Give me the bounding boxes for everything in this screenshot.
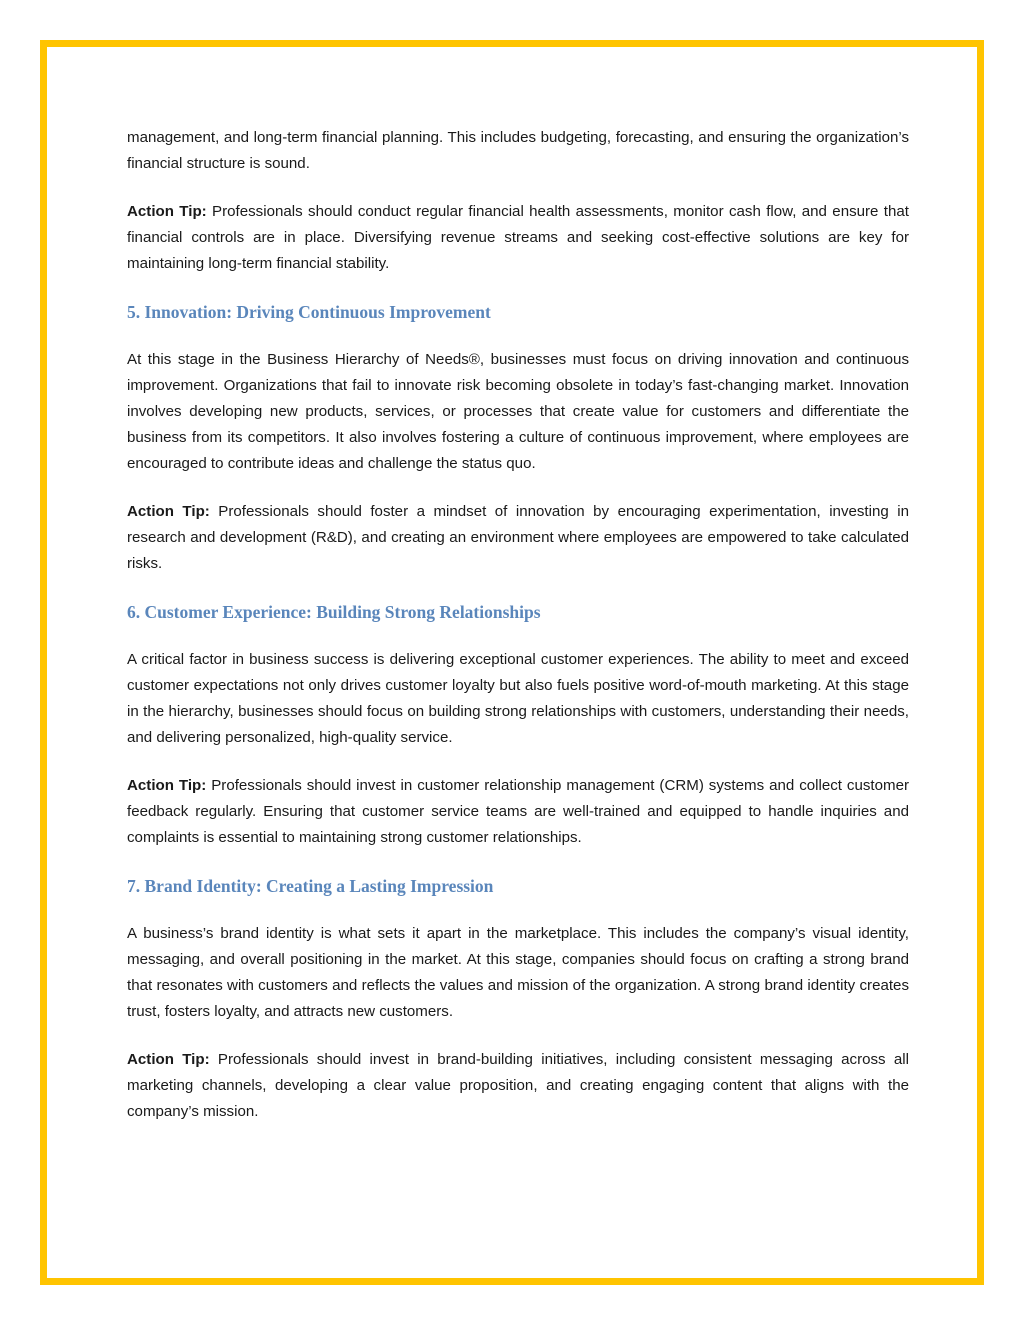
action-tip-innovation <box>127 499 909 577</box>
section-heading-customer-experience: 6. Customer Experience: Building Strong Relationships <box>127 602 541 622</box>
action-tip-text: Professionals should conduct regular financial health assessments, monitor cash flow, and ensure that financial controls are in place. Diversifying revenue streams and seeking cost-effective solutions are key for maintaining long-term financial stability. <box>127 203 909 272</box>
action-tip-label: Action Tip: <box>127 203 207 220</box>
action-tip-label: Action Tip: <box>127 1051 210 1068</box>
document-content <box>127 125 909 1147</box>
section-body-innovation: At this stage in the Business Hierarchy of Needs®, businesses must focus on driving innovation and continuous improvement. Organizations that fail to innovate risk becoming obsolete in today’s fast-changing market. Innovation involves developing new products, services, or processes that create value for customers and differentiate the business from its competitors. It also involves fostering a culture of continuous improvement, where employees are encouraged to contribute ideas and challenge the status quo. <box>127 351 909 472</box>
action-tip-text: Professionals should foster a mindset of innovation by encouraging experimentation, investing in research and development (R&D), and creating an environment where employees are empowered to take calculated risks. <box>127 503 909 572</box>
section-heading-innovation: 5. Innovation: Driving Continuous Improvement <box>127 302 491 322</box>
section-body-customer-experience: A critical factor in business success is delivering exceptional customer experiences. The ability to meet and exceed customer expectations not only drives customer loyalty but also fuels positive word-of-mouth marketing. At this stage in the hierarchy, businesses should focus on building strong relationships with customers, understanding their needs, and delivering personalized, high-quality service. <box>127 651 909 746</box>
action-tip-financial <box>127 199 909 277</box>
action-tip-customer-experience <box>127 773 909 851</box>
action-tip-label: Action Tip: <box>127 503 210 520</box>
action-tip-text: Professionals should invest in customer relationship management (CRM) systems and collect customer feedback regularly. Ensuring that customer service teams are well-trained and equipped to handle inquiries and complaints is essential to maintaining strong customer relationships. <box>127 777 909 846</box>
section-body-brand-identity: A business’s brand identity is what sets it apart in the marketplace. This includes the company’s visual identity, messaging, and overall positioning in the market. At this stage, companies should focus on crafting a strong brand that resonates with customers and reflects the values and mission of the organization. A strong brand identity creates trust, fosters loyalty, and attracts new customers. <box>127 925 909 1020</box>
page-frame <box>40 40 984 1285</box>
intro-paragraph: management, and long-term financial planning. This includes budgeting, forecasting, and ensuring the organization’s financial structure is sound. <box>127 129 909 172</box>
action-tip-label: Action Tip: <box>127 777 207 794</box>
section-heading-brand-identity: 7. Brand Identity: Creating a Lasting Impression <box>127 876 494 896</box>
action-tip-brand-identity <box>127 1047 909 1125</box>
action-tip-text: Professionals should invest in brand-building initiatives, including consistent messaging across all marketing channels, developing a clear value proposition, and creating engaging content that aligns with the company’s mission. <box>127 1051 909 1120</box>
